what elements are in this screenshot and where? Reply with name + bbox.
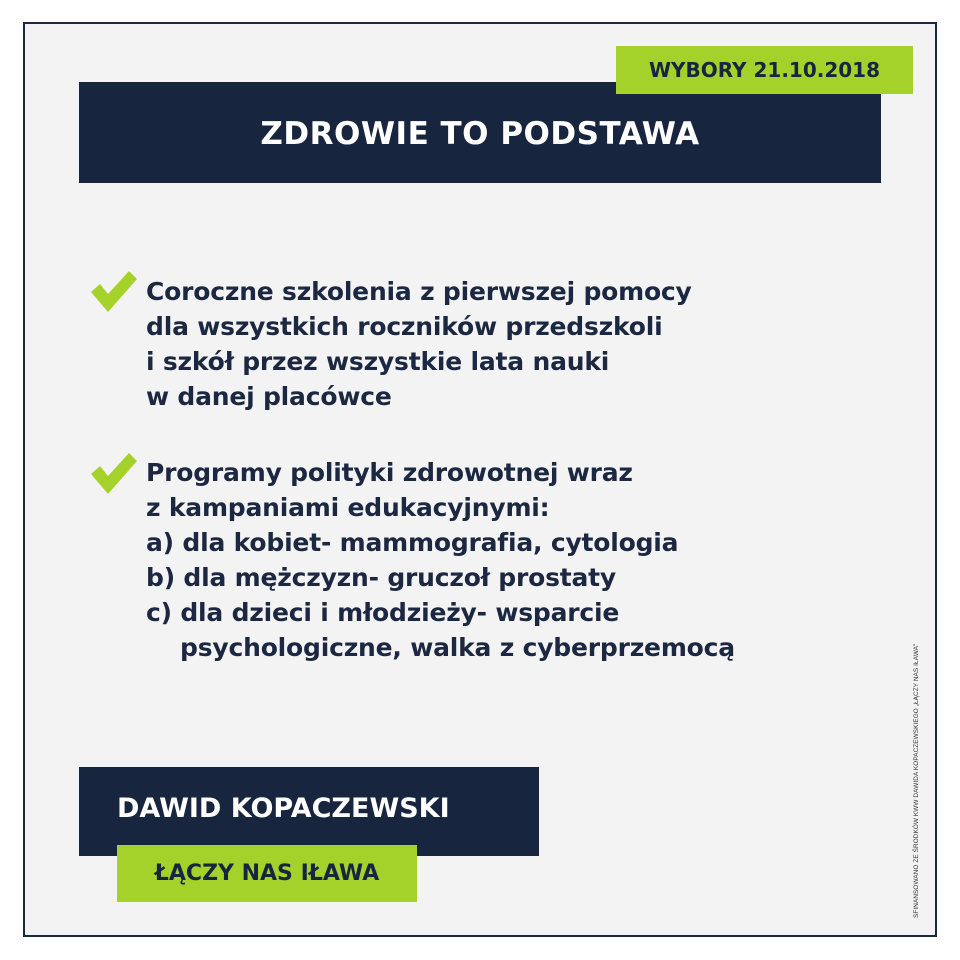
item-line: w danej placówce — [146, 382, 392, 411]
item-line: dla wszystkich roczników przedszkoli — [146, 312, 663, 341]
list-item — [146, 274, 692, 414]
slogan-label: ŁĄCZY NAS IŁAWA — [154, 861, 380, 886]
item-line: i szkół przez wszystkie lata nauki — [146, 347, 610, 376]
title-banner — [79, 82, 881, 183]
candidate-name: DAWID KOPACZEWSKI — [117, 793, 450, 824]
item-line: a) dla kobiet- mammografia, cytologia — [146, 528, 679, 557]
candidate-name-banner — [79, 767, 539, 856]
item-line: z kampaniami edukacyjnymi: — [146, 493, 550, 522]
date-badge-label: WYBORY 21.10.2018 — [648, 58, 881, 82]
item-line: b) dla mężczyzn- gruczoł prostaty — [146, 563, 617, 592]
item-line: psychologiczne, walka z cyberprzemocą — [180, 633, 735, 662]
list-item — [146, 455, 735, 665]
item-line: Coroczne szkolenia z pierwszej pomocy — [146, 277, 692, 306]
slogan-badge — [117, 845, 417, 902]
date-badge — [616, 46, 913, 94]
page-title: ZDROWIE TO PODSTAWA — [260, 115, 700, 152]
checkmark-icon — [91, 452, 137, 496]
item-line: c) dla dzieci i młodzieży- wsparcie — [146, 598, 620, 627]
item-line: Programy polityki zdrowotnej wraz — [146, 458, 633, 487]
funding-note: SFINANSOWANO ZE ŚRODKÓW KWW DAWIDA KOPACZEWSKIEGO „ŁĄCZY NAS IŁAWA” — [913, 643, 920, 918]
checkmark-icon — [91, 270, 137, 314]
